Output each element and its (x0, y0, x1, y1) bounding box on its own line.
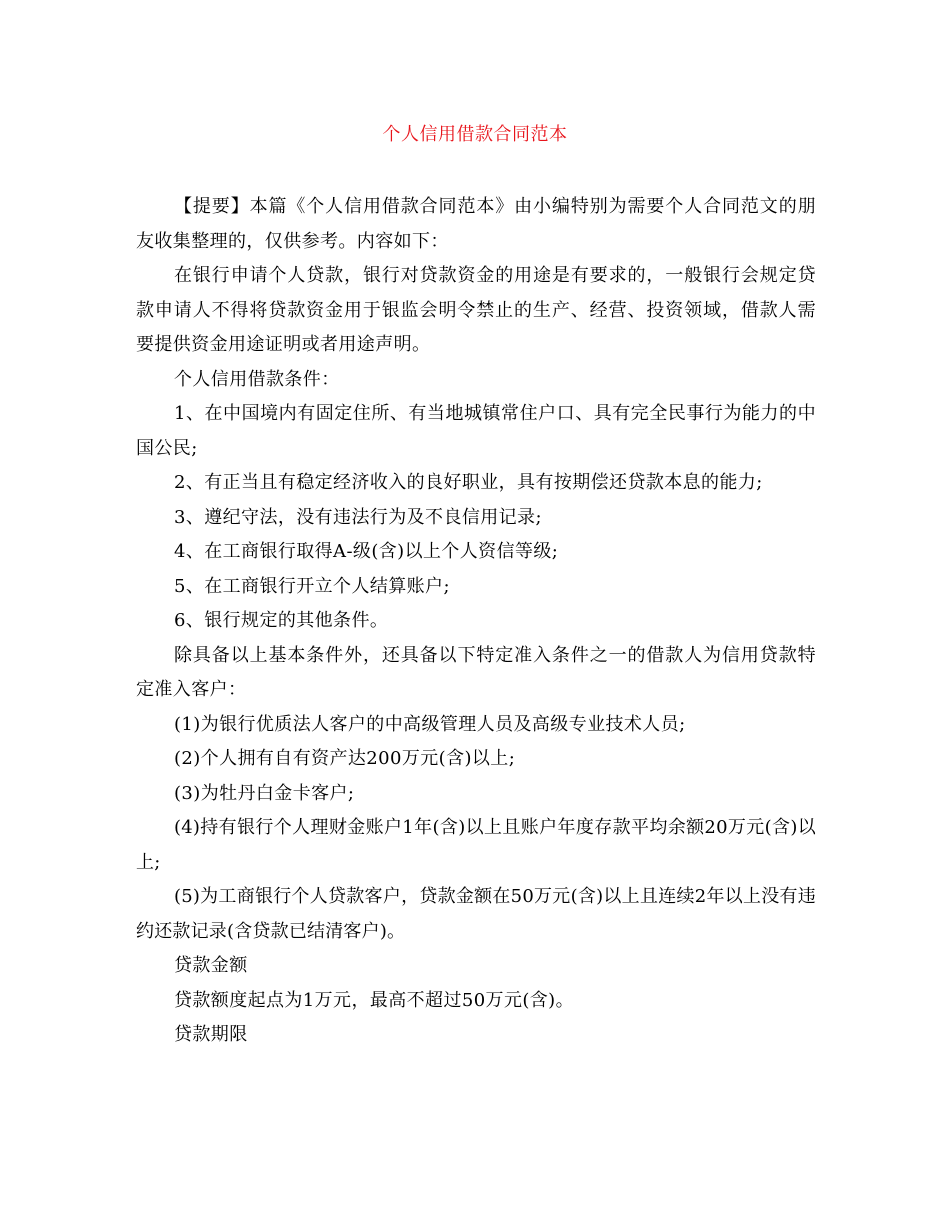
condition-item-3: 3、遵纪守法，没有违法行为及不良信用记录; (174, 506, 542, 528)
loan-purpose-paragraph: 在银行申请个人贷款，银行对贷款资金的用途是有要求的，一般银行会规定贷款申请人不得将贷款资金用于银监会明令禁止的生产、经营、投资领域，借款人需要提供资金用途证明或者用途声明。 (136, 265, 816, 355)
special-item-5: (5)为工商银行个人贷款客户，贷款金额在50万元(含)以上且连续2年以上没有违约还款记录(含贷款已结清客户)。 (136, 886, 816, 942)
special-item-4: (4)持有银行个人理财金账户1年(含)以上且账户年度存款平均余额20万元(含)以上; (136, 817, 816, 873)
document-body (136, 190, 816, 1053)
special-item-3: (3)为牡丹白金卡客户; (174, 782, 355, 804)
loan-amount-paragraph: 贷款额度起点为1万元，最高不超过50万元(含)。 (174, 989, 574, 1011)
document-title: 个人信用借款合同范本 (382, 124, 568, 145)
conditions-heading: 个人信用借款条件： (174, 368, 340, 390)
summary-paragraph: 【提要】本篇《个人信用借款合同范本》由小编特别为需要个人合同范文的朋友收集整理的，仅供参考。内容如下： (136, 196, 816, 252)
condition-item-4: 4、在工商银行取得A-级(含)以上个人资信等级; (174, 541, 559, 562)
condition-item-5: 5、在工商银行开立个人结算账户; (174, 575, 450, 597)
loan-term-heading: 贷款期限 (174, 1024, 248, 1045)
condition-item-2: 2、有正当且有稳定经济收入的良好职业，具有按期偿还贷款本息的能力; (174, 472, 763, 493)
special-item-2: (2)个人拥有自有资产达200万元(含)以上; (174, 748, 516, 769)
loan-amount-heading: 贷款金额 (174, 955, 248, 976)
special-item-1: (1)为银行优质法人客户的中高级管理人员及高级专业技术人员; (174, 713, 686, 735)
condition-item-6: 6、银行规定的其他条件。 (174, 610, 389, 631)
special-access-paragraph: 除具备以上基本条件外，还具备以下特定准入条件之一的借款人为信用贷款特定准入客户： (136, 644, 816, 700)
condition-item-1: 1、在中国境内有固定住所、有当地城镇常住户口、具有完全民事行为能力的中国公民; (136, 403, 816, 459)
